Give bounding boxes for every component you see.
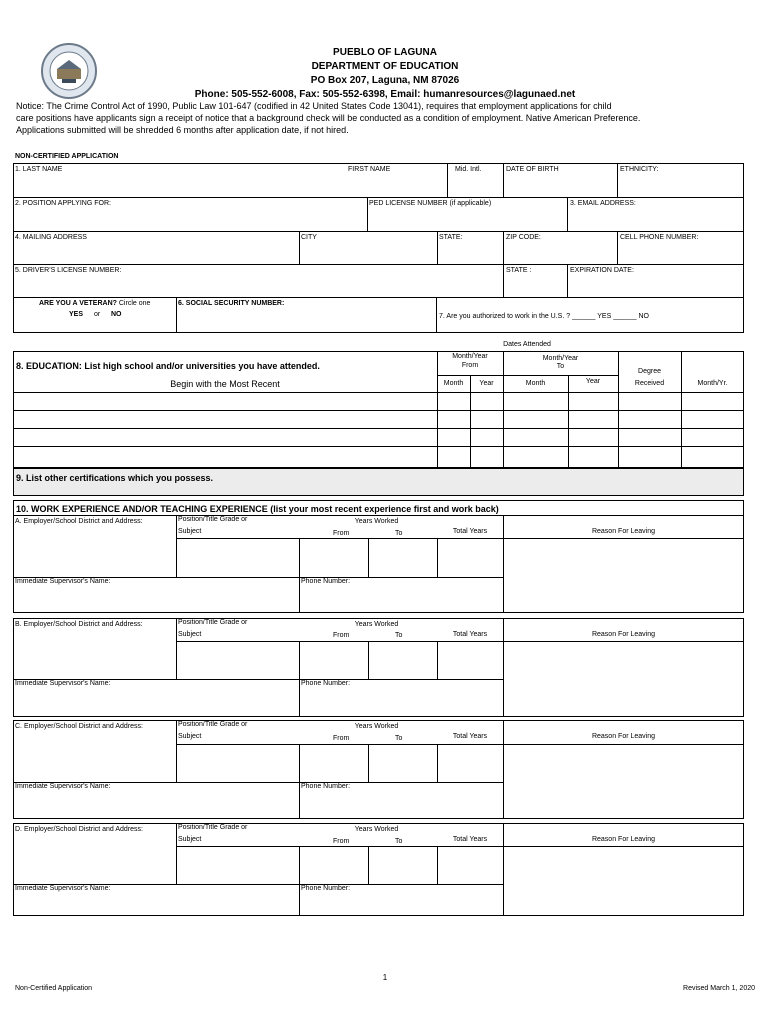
supervisor-b-field[interactable]: Immediate Supervisor's Name: <box>15 680 111 687</box>
subject-c: Subject <box>178 733 202 740</box>
work-title: 10. WORK EXPERIENCE AND/OR TEACHING EXPERIENCE (list your most recent experience first and work back) <box>16 504 499 514</box>
state-field[interactable]: STATE: <box>439 234 463 241</box>
page-number: 1 <box>382 973 388 982</box>
from-a: From <box>333 530 350 537</box>
certifications-label: 9. List other certifications which you possess. <box>16 473 214 483</box>
from-year: Year <box>479 380 494 387</box>
position-field[interactable]: 2. POSITION APPLYING FOR: <box>15 200 111 207</box>
reason-a: Reason For Leaving <box>591 528 656 535</box>
subject-d: Subject <box>178 836 202 843</box>
position-d[interactable]: Position/Title Grade or <box>178 824 248 831</box>
ethnicity-field[interactable]: ETHNICITY: <box>620 166 659 173</box>
years-worked-a: Years Worked <box>354 518 399 525</box>
total-years-d: Total Years <box>452 836 488 843</box>
notice-line-1: Notice: The Crime Control Act of 1990, Public Law 101-647 (codified in 42 United States Code 13041), requires that employment applications for child <box>16 101 612 111</box>
veteran-no[interactable]: NO <box>111 311 122 318</box>
work-block-a <box>13 500 744 613</box>
degree-header: Degree <box>638 368 661 375</box>
reason-b: Reason For Leaving <box>591 631 656 638</box>
total-years-b: Total Years <box>452 631 488 638</box>
form-title: NON-CERTIFIED APPLICATION <box>15 153 119 160</box>
dates-attended-label: Dates Attended <box>503 341 551 348</box>
veteran-yes[interactable]: YES <box>69 311 84 318</box>
from-header: Month/Year <box>452 353 488 360</box>
phone-d-field[interactable]: Phone Number: <box>301 885 351 892</box>
expiration-date-field[interactable]: EXPIRATION DATE: <box>570 267 634 274</box>
personal-info-grid <box>13 163 744 333</box>
ped-license-field[interactable]: PED LICENSE NUMBER (if applicable) <box>369 200 492 207</box>
to-header: Month/Year <box>542 355 579 362</box>
degree-date: Month/Yr. <box>697 380 728 387</box>
position-b[interactable]: Position/Title Grade or <box>178 619 248 626</box>
supervisor-d-field[interactable]: Immediate Supervisor's Name: <box>15 885 111 892</box>
footer-right: Revised March 1, 2020 <box>683 985 755 992</box>
veteran-or: or <box>94 311 101 318</box>
employer-a-field[interactable]: A. Employer/School District and Address: <box>15 518 143 525</box>
notice-line-3: Applications submitted will be shredded 6 months after application date, if not hired. <box>16 125 349 135</box>
position-a[interactable]: Position/Title Grade or <box>178 516 248 523</box>
degree-header-sub: Received <box>634 380 665 387</box>
total-years-c: Total Years <box>452 733 488 740</box>
to-d: To <box>395 838 403 845</box>
to-header-sub: To <box>556 363 565 370</box>
phone-b-field[interactable]: Phone Number: <box>301 680 351 687</box>
last-name-field[interactable]: 1. LAST NAME <box>15 166 63 173</box>
veteran-question: ARE YOU A VETERAN? Circle one <box>39 300 151 307</box>
subject-a: Subject <box>178 528 202 535</box>
employer-b-field[interactable]: B. Employer/School District and Address: <box>15 621 143 628</box>
zip-field[interactable]: ZIP CODE: <box>506 234 541 241</box>
email-field[interactable]: 3. EMAIL ADDRESS: <box>570 200 636 207</box>
middle-initial-field[interactable]: Mid. Intl. <box>455 166 482 173</box>
to-c: To <box>395 735 403 742</box>
from-c: From <box>333 735 350 742</box>
supervisor-c-field[interactable]: Immediate Supervisor's Name: <box>15 783 111 790</box>
city-field[interactable]: CITY <box>301 234 317 241</box>
supervisor-a-field[interactable]: Immediate Supervisor's Name: <box>15 578 111 585</box>
org-name: PUEBLO OF LAGUNA <box>333 47 437 58</box>
cell-phone-field[interactable]: CELL PHONE NUMBER: <box>620 234 699 241</box>
education-title: 8. EDUCATION: List high school and/or universities you have attended. <box>16 361 320 371</box>
education-subtitle: Begin with the Most Recent <box>170 379 280 389</box>
to-a: To <box>395 530 403 537</box>
years-worked-c: Years Worked <box>354 723 399 730</box>
phone-a-field[interactable]: Phone Number: <box>301 578 351 585</box>
to-month: Month <box>525 380 546 387</box>
footer-left: Non-Certified Application <box>15 985 93 992</box>
address: PO Box 207, Laguna, NM 87026 <box>310 75 460 86</box>
subject-b: Subject <box>178 631 202 638</box>
notice-line-2: care positions have applicants sign a receipt of notice that a background check will be conducted as a condition of employment. Native American Preference. <box>16 113 641 123</box>
reason-c: Reason For Leaving <box>591 733 656 740</box>
dept-name: DEPARTMENT OF EDUCATION <box>311 61 459 72</box>
total-years-a: Total Years <box>452 528 488 535</box>
drivers-license-field[interactable]: 5. DRIVER'S LICENSE NUMBER: <box>15 267 122 274</box>
ssn-field[interactable]: 6. SOCIAL SECURITY NUMBER: <box>178 300 285 307</box>
reason-d: Reason For Leaving <box>591 836 656 843</box>
dob-field[interactable]: DATE OF BIRTH <box>506 166 559 173</box>
to-b: To <box>395 632 403 639</box>
position-c[interactable]: Position/Title Grade or <box>178 721 248 728</box>
employer-d-field[interactable]: D. Employer/School District and Address: <box>15 826 143 833</box>
years-worked-d: Years Worked <box>354 826 399 833</box>
from-month: Month <box>443 380 464 387</box>
phone-c-field[interactable]: Phone Number: <box>301 783 351 790</box>
mailing-address-field[interactable]: 4. MAILING ADDRESS <box>15 234 87 241</box>
employer-c-field[interactable]: C. Employer/School District and Address: <box>15 723 143 730</box>
from-b: From <box>333 632 350 639</box>
work-authorization-question[interactable]: 7. Are you authorized to work in the U.S. ? ______ YES ______ NO <box>439 313 650 320</box>
from-d: From <box>333 838 350 845</box>
years-worked-b: Years Worked <box>354 621 399 628</box>
from-header-sub: From <box>461 362 479 369</box>
license-state-field[interactable]: STATE : <box>506 267 532 274</box>
first-name-field[interactable]: FIRST NAME <box>348 166 391 173</box>
to-year: Year <box>585 378 601 385</box>
contact-line: Phone: 505-552-6008, Fax: 505-552-6398, Email: humanresources@lagunaed.net <box>194 89 576 100</box>
